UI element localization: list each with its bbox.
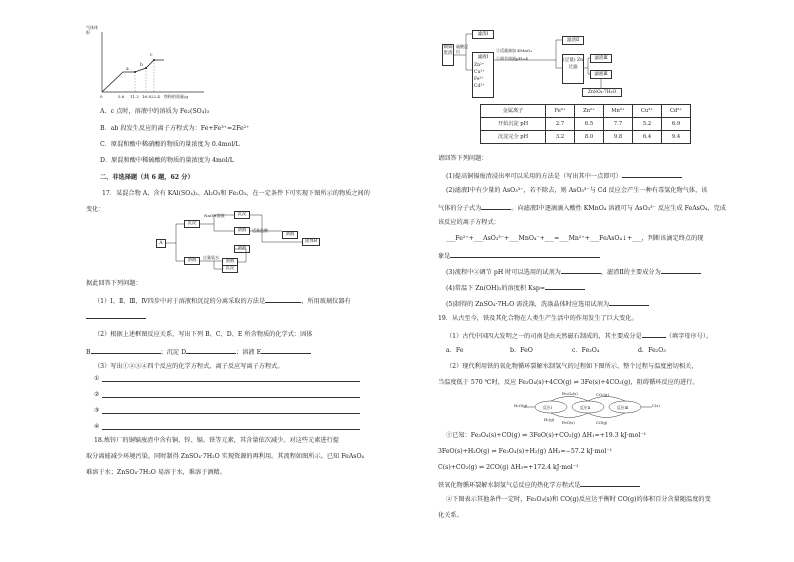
thermo-eq2: 3FeO(s)+H₂O(g) ⇌ Fe₃O₄(s)+H₂(g) ΔH₂=−57.2 kJ·mol⁻¹	[438, 448, 613, 455]
eq-blank-2[interactable]	[102, 397, 360, 398]
table-cell: 3.2	[546, 131, 575, 144]
label-naoh: NaOH溶液	[204, 213, 225, 218]
table-header: Zn²⁺	[575, 105, 604, 118]
p2-line3: 该反应的离子方程式：	[438, 219, 500, 226]
thermo-q	[438, 480, 640, 490]
q17-part1-text: （1）Ⅰ、Ⅱ、Ⅲ、Ⅳ四步中对于溶液和沉淀的分离采取的方法是	[94, 298, 266, 305]
q19-opt-c: c．Fe₃O₄	[572, 347, 600, 354]
q17-e-label: ；溶液 E	[236, 349, 262, 356]
p4-text: (4)常温下 Zn(OH)₂的溶度积 Ksp=	[446, 285, 546, 292]
table-cell: 6.9	[662, 118, 691, 131]
eq-blank-4[interactable]	[102, 429, 360, 430]
section-heading: 二、非选择题（共 6 题，62 分）	[100, 174, 194, 181]
label-acid: 硫酸浸出	[456, 44, 468, 54]
table-header: 金属离子	[481, 105, 546, 118]
cycle-feo: FeO(s)	[562, 420, 575, 425]
option-a: A．c 点时，溶液中的溶质为 Fe₂(SO₄)₃	[100, 108, 210, 115]
q17-b-blank[interactable]	[91, 347, 161, 354]
eq-num-3: ③	[94, 407, 100, 414]
p3-text: (3)流程中②调节 pH 时可以选用的试剂为	[446, 269, 561, 276]
box-r3: 滤渣Ⅲ	[590, 54, 612, 63]
left-column	[86, 0, 386, 562]
p2-e-text: 象是	[438, 253, 451, 260]
box-ppt2: 沉淀	[234, 211, 250, 219]
q18-line3: 难溶于水；ZnSO₄·7H₂O 易溶于水，难溶于酒精。	[86, 469, 226, 476]
eq-blank-3[interactable]	[102, 413, 360, 414]
eq-num-4: ④	[94, 423, 100, 430]
q17-part2-answers	[86, 347, 311, 357]
q17-part2: （2）根据上述框图反应关系，写出下列 B、C、D、E 所含物质的化学式：固体	[94, 331, 313, 338]
table-cell: 6.4	[633, 131, 662, 144]
graph-point-a: a	[126, 67, 129, 72]
box-l3: 滤液Ⅲ	[590, 70, 612, 79]
box-r1: 滤渣Ⅰ	[472, 30, 494, 39]
cycle-fe3o4: Fe₃O₄(s)	[562, 391, 578, 396]
table-cell: 5.2	[633, 118, 662, 131]
option-d: D．原混和酸中稀硫酸的物质的量浓度为 4mol/L	[100, 157, 234, 164]
q17-line1: 17．某混合物 A，含有 KAl(SO₄)₂、Al₂O₃和 Fe₂O₃，在一定条件下可实现下图所示的物质之间的	[102, 190, 370, 197]
box-ppt1: 沉淀	[184, 220, 200, 228]
right-column	[438, 0, 738, 562]
q17-line2: 变化：	[86, 206, 105, 213]
thermo-eq3: C(s)+CO₂(g) ⇌ 2CO(g) ΔH₃=+172.4 kJ·mol⁻¹	[438, 464, 579, 471]
label-hcl: 适量盐酸	[252, 228, 268, 233]
box-start: 铜镉废渣	[442, 44, 454, 66]
option-c: C．原混和酸中稀硝酸的物质的量浓度为 0.4mol/L	[100, 141, 240, 148]
table-cell: 9.4	[662, 131, 691, 144]
box-sol2: 溶液	[234, 227, 250, 235]
graph-xtick-1: 5.6	[118, 94, 125, 99]
q17-part1-blank2[interactable]	[86, 318, 146, 319]
table-cell: 开始沉淀 pH	[481, 118, 546, 131]
eq-num-1: ①	[94, 375, 100, 382]
table-header: Fe³⁺	[546, 105, 575, 118]
eq-num-2: ②	[94, 391, 100, 398]
cycle-c: C(s)	[652, 403, 660, 408]
box-product: ZnSO₄·7H₂O	[582, 88, 622, 97]
box-mid: 滤液Ⅰ	[472, 52, 494, 98]
label-nh3: 过量氨水	[203, 255, 219, 260]
table-cell: 9.8	[604, 131, 633, 144]
table-cell: 2.7	[546, 118, 575, 131]
q19-line: 19．从古至今，铁及其化合物在人类生产生活中的作用发生了巨大变化。	[438, 315, 638, 322]
q18-line2: 取分离能减少环境污染，同时制得 ZnSO₄·7H₂O 实现资源的再利用。其流程如图所示。已知 FeAsO₄	[86, 453, 365, 460]
graph-xtick-3: 16.8	[142, 94, 151, 99]
thermo-eq1: ①已知：Fe₃O₄(s)+CO(g) ⇌ 3FeO(s)+CO₂(g) ΔH₁=+19.3 kJ·mol⁻¹	[446, 432, 647, 439]
box-sol5: 溶液	[222, 258, 238, 266]
thermo-line5: ②下图表示其他条件一定时，Fe₃O₄(s)和 CO(g)反应达平衡时 CO(g)的体积百分含量随温度的变	[446, 496, 711, 503]
cycle-shapes	[438, 0, 738, 440]
q19-1-text: （1）古代中国四大发明之一的司南是由天然磁石制成的，其主要成分是	[446, 333, 642, 340]
box-solution: 溶液	[184, 257, 200, 265]
graph-point-c: c	[150, 53, 153, 58]
option-b: B．ab 段发生反应的离子方程式为：Fe+Fe³⁺=2Fe²⁺	[100, 125, 250, 132]
graph-ylabel: 气体体积	[86, 25, 98, 35]
q17-intro: 据此回答下列问题：	[86, 280, 142, 287]
graph-xtick-4: 22.4	[151, 94, 160, 99]
q17-d-label: ；沉淀 D	[160, 349, 187, 356]
q19-part2-line1: （2）现代利用铁的氧化物循环裂解水制氢气的过程如下图所示。整个过程与温度密切相关，	[446, 363, 698, 370]
p3-text2: ，滤渣Ⅱ的主要成分为	[600, 269, 661, 276]
p2-line1: (2)滤液Ⅰ中有少量的 AsO₃³⁻，若不除去，则 AsO₃³⁻与 Cd 反应会产生一种有毒氢化物气体，该	[446, 187, 708, 194]
cycle-co2: CO₂(g)	[596, 392, 609, 397]
q17-d-blank[interactable]	[186, 347, 236, 354]
q17-part1-blank[interactable]	[265, 296, 301, 303]
p2-equation: ___Fe²⁺+___AsO₃³⁻+___MnO₄⁻+___=___Mn²⁺+___FeAsO₄↓+___，判断该滴定终点的现	[446, 235, 704, 242]
table-cell: 8.0	[575, 131, 604, 144]
cycle-co: CO(g)	[596, 420, 608, 425]
table-cell: 沉淀完全 pH	[481, 131, 546, 144]
q19-opt-a: a．Fe	[446, 347, 464, 354]
p1-text: (1)提高铜镉废渣浸出率可以采用的方法是（写出其中一点即可）	[446, 173, 622, 180]
eq-blank-1[interactable]	[102, 381, 360, 382]
box-r2: 滤渣Ⅱ	[562, 36, 584, 45]
box-sol3: 溶液	[282, 231, 298, 239]
thermo-q-text: 铁氧化物循环裂解水制氢气总反应的热化学方程式是	[438, 482, 581, 489]
cycle-reaction-3: 反应Ⅲ	[617, 405, 629, 410]
cycle-reaction-2: 反应Ⅱ	[580, 405, 591, 410]
ask-text: 请回答下列问题：	[438, 155, 488, 162]
label-step0: ②适量滴加 KMnO₄	[496, 48, 532, 53]
table-cell: 6.5	[575, 118, 604, 131]
table-cell: 7.7	[604, 118, 633, 131]
q19-opt-b: b．FeO	[510, 347, 533, 354]
box-ppt4: 沉淀	[222, 265, 238, 273]
q19-1-text2: （填字母序号）。	[665, 333, 713, 340]
graph-point-b: b	[140, 63, 143, 68]
q17-part1	[94, 296, 351, 306]
graph-xlabel: 铁粉的质量/g	[164, 94, 188, 99]
box-A: A	[156, 239, 166, 248]
q17-b-label: B	[86, 349, 91, 356]
table-header: Cd²⁺	[662, 105, 691, 118]
q18-line1: 18.炼锌厂的铜镉废渣中含有铜、锌、镉、铁等元素，其含量依次减少。对这些元素进行提	[94, 437, 339, 444]
p2-text2: 。向滤液Ⅰ中逐滴滴入酸性 KMnO₄ 溶液可与 AsO₃³⁻ 反应生成 FeAsO₄，完成	[511, 205, 726, 212]
q19-part2-line2: 当温度低于 570 ℃时，反应 Fe₃O₄(s)+4CO(g) ⇌ 3Fe(s)+4CO₂(g)，阻碍循环反应的进行。	[438, 379, 699, 386]
label-step1: ①调节溶液pH=4	[496, 56, 528, 61]
table-header: Cu²⁺	[633, 105, 662, 118]
p2-text: 气体的分子式为	[438, 205, 482, 212]
q19-opt-d: d．Fe₂O₃	[638, 347, 666, 354]
graph-xtick-2: 11.2	[130, 94, 139, 99]
box-sol4: 溶液	[234, 245, 250, 253]
p5-text: (5)制得的 ZnSO₄·7H₂O 需洗涤，洗涤晶体时应选用试剂为	[446, 301, 610, 308]
label-ions: Zn²⁺ Cu²⁺ Fe²⁺ Cd²⁺	[474, 63, 485, 89]
q17-e-blank[interactable]	[261, 347, 311, 354]
flow-arrows	[86, 0, 386, 300]
graph-xtick-0: 0	[100, 94, 103, 99]
cycle-h2o: H₂O(g)	[514, 403, 528, 408]
box-zn: (足量) Zn 过滤	[562, 54, 584, 84]
table-header: Mn²⁺	[604, 105, 633, 118]
cycle-h2: H₂(g)	[544, 417, 555, 422]
q17-part3: （3）写出①②③④四个反应的化学方程式，离子反应写离子方程式。	[94, 363, 284, 370]
thermo-line6: 化关系。	[438, 512, 463, 519]
box-solid-b: 固体B	[302, 238, 320, 246]
cycle-reaction-1: 反应Ⅰ	[543, 405, 553, 410]
q17-part1-text2: ，所用玻璃仪器有	[301, 298, 351, 305]
thermo-q-blank[interactable]	[580, 480, 640, 487]
